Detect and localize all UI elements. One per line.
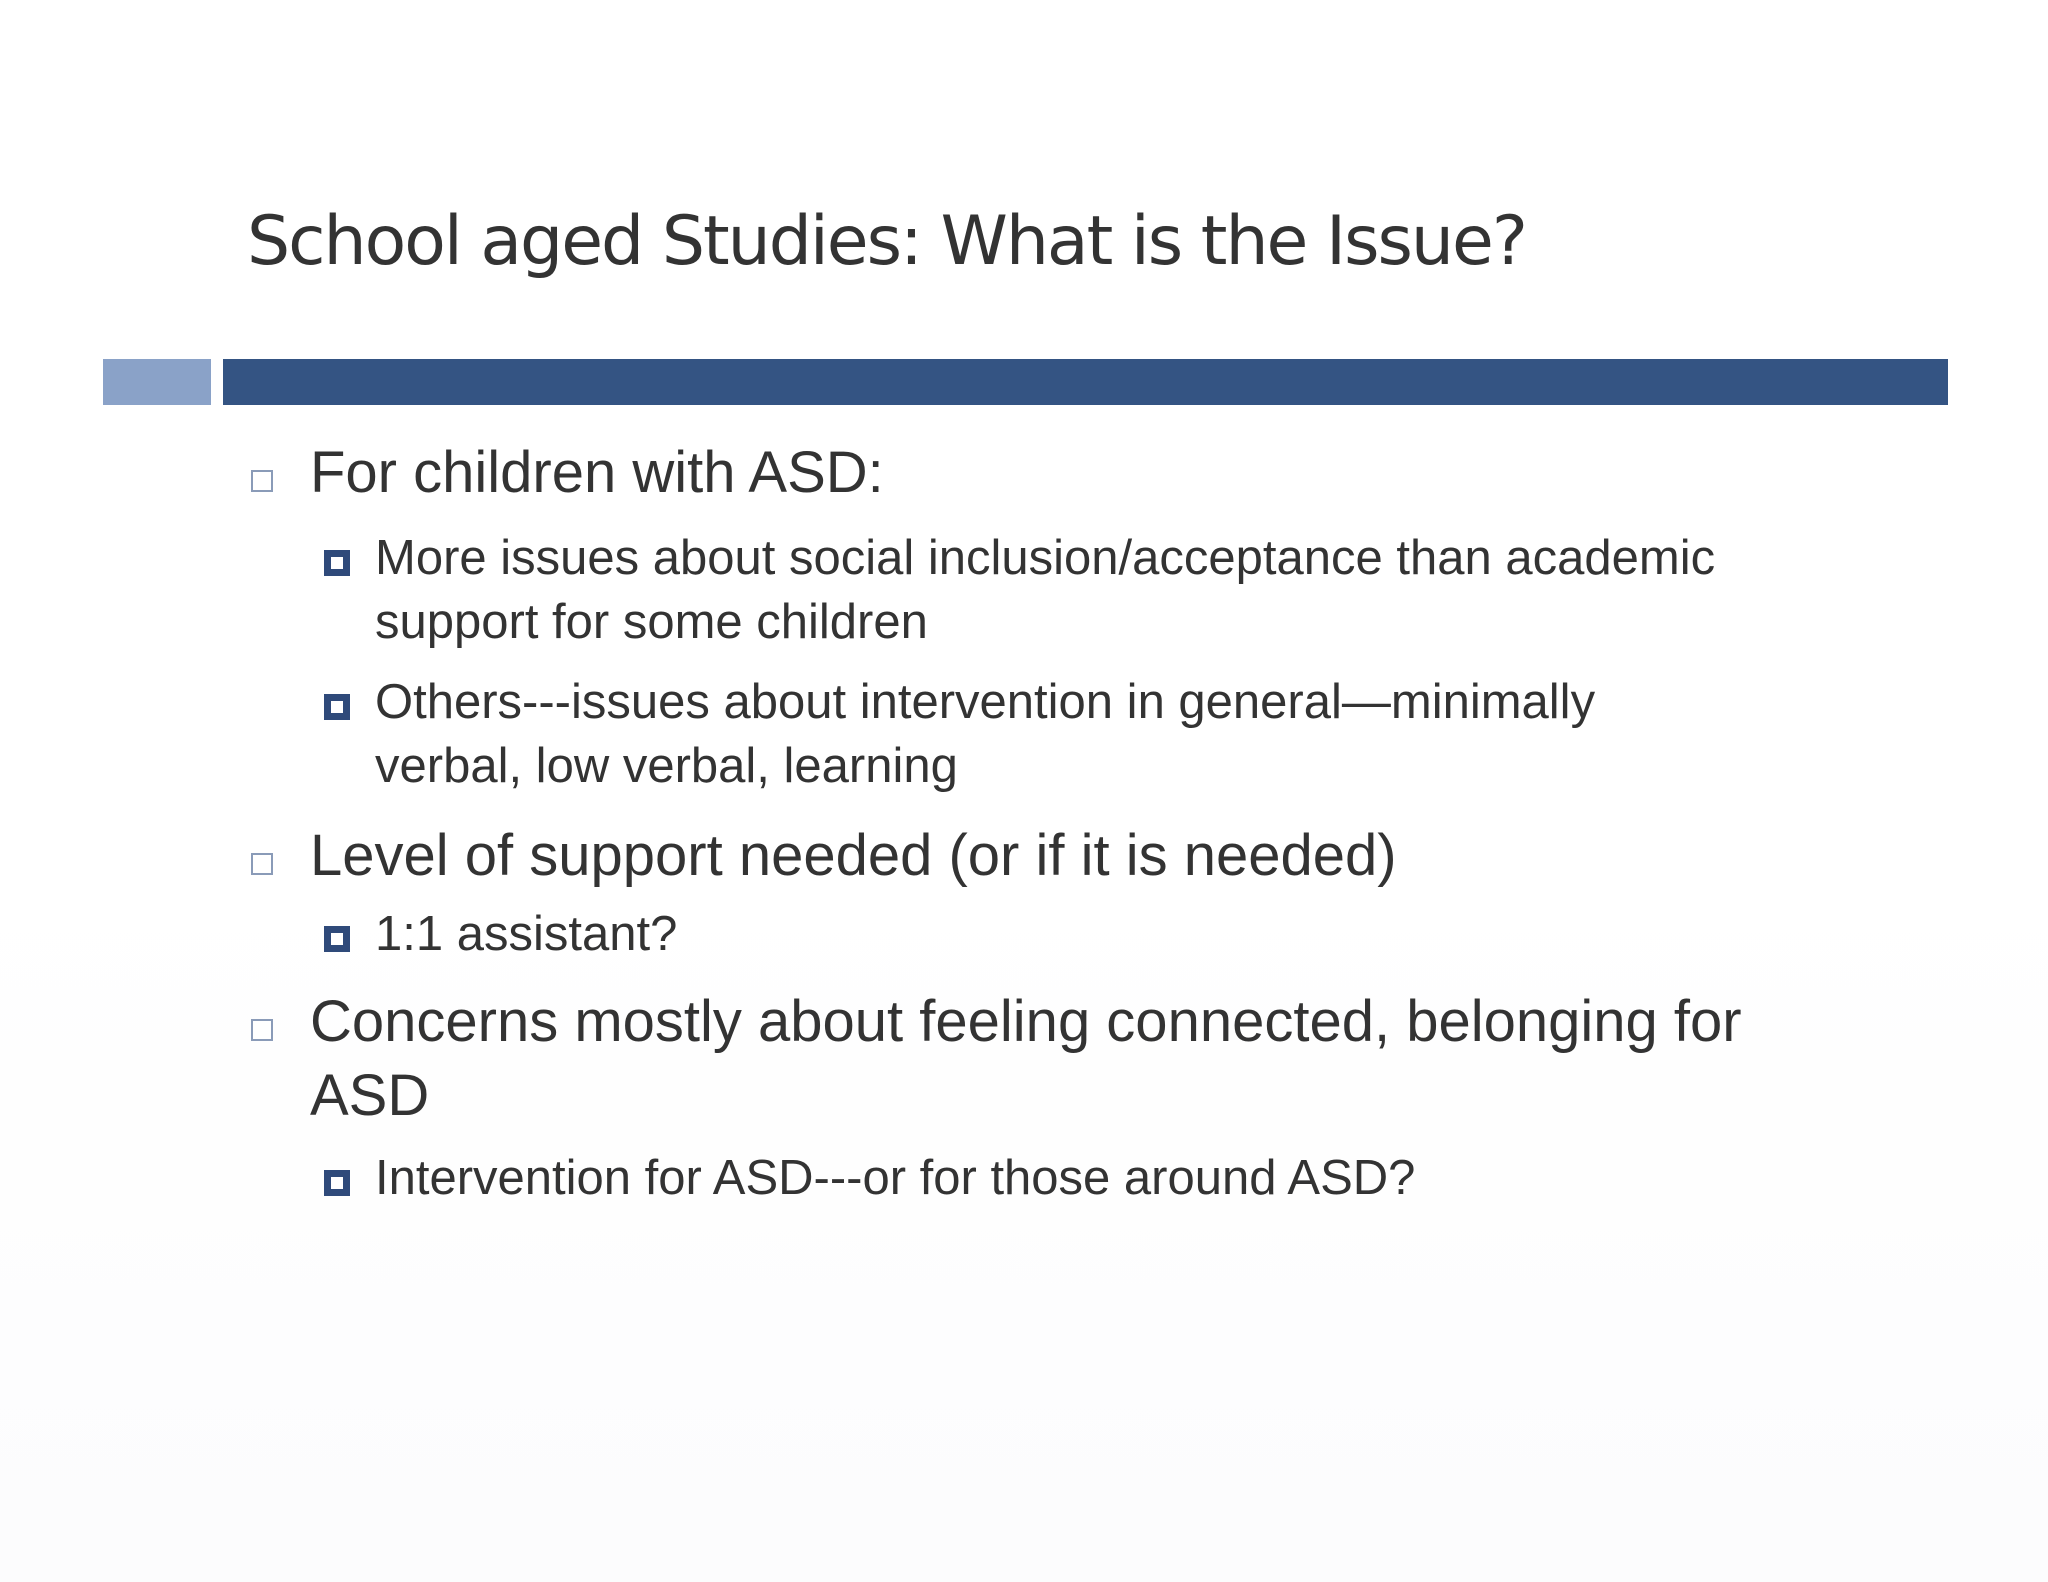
bullet-item [310,985,1870,1133]
square-bullet-icon [324,926,350,952]
sub-bullet-item [375,670,1875,798]
sub-bullet-line: support for some children [375,595,928,649]
hollow-square-bullet-icon [251,470,273,492]
hollow-square-bullet-icon [251,853,273,875]
sub-bullet-line: 1:1 assistant? [375,907,678,961]
title-accent-bar-dark [223,359,1948,405]
title-accent-bar-light [103,359,211,405]
sub-bullet-item [375,902,1875,966]
bullet-line: ASD [310,1063,430,1128]
bullet-item: Level of support needed (or if it is needed) [310,823,1397,888]
sub-bullet-line: Intervention for ASD---or for those around ASD? [375,1151,1416,1205]
square-bullet-icon [324,550,350,576]
sub-bullet-line: Others---issues about intervention in general—minimally [375,675,1596,729]
bullet-line: Concerns mostly about feeling connected, belonging for [310,989,1742,1054]
sub-bullet-line: verbal, low verbal, learning [375,739,958,793]
hollow-square-bullet-icon [251,1019,273,1041]
slide-title: School aged Studies: What is the Issue? [247,202,1526,281]
sub-bullet-item [375,1146,1875,1210]
sub-bullet-item [375,526,1875,654]
sub-bullet-line: More issues about social inclusion/acceptance than academic [375,531,1716,585]
square-bullet-icon [324,694,350,720]
square-bullet-icon [324,1170,350,1196]
bullet-item: For children with ASD: [310,440,884,505]
